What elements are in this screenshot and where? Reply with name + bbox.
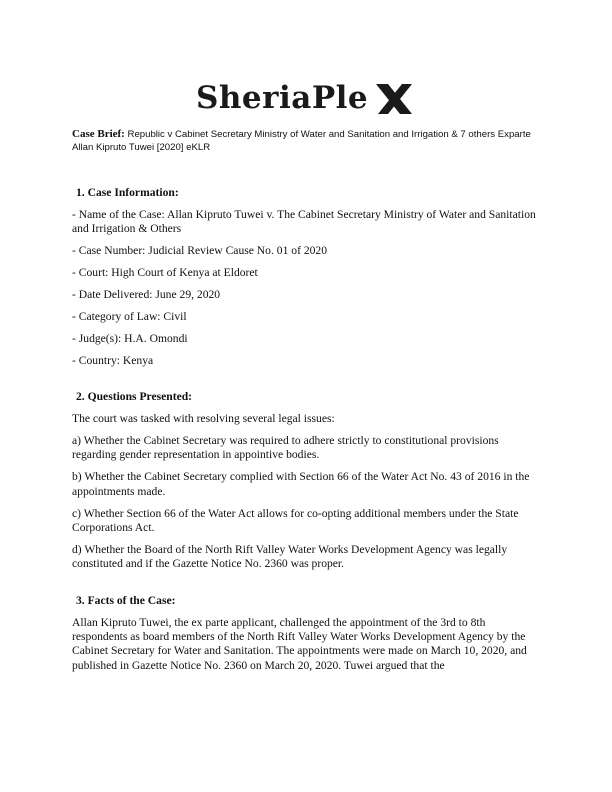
logo-x-mark — [374, 82, 414, 116]
case-brief — [72, 128, 552, 154]
section-questions-presented — [72, 390, 542, 572]
case-brief-title: Republic v Cabinet Secretary Ministry of Water and Sanitation and Irrigation & 7 others Exparte Allan Kipruto Tuwei [2020] eKLR — [72, 129, 531, 153]
paragraph: d) Whether the Board of the North Rift Valley Water Works Development Agency was legally constituted and if the Gazette Notice No. 2360 was proper. — [72, 542, 508, 571]
document-body — [72, 186, 542, 695]
section-heading: 2. Questions Presented: — [76, 390, 193, 404]
paragraph: - Date Delivered: June 29, 2020 — [72, 288, 221, 302]
logo-wordmark: SheriaPle — [196, 80, 369, 116]
case-brief-label: Case Brief: — [72, 128, 125, 140]
sheriaplex-logo — [196, 78, 426, 118]
section-heading: 1. Case Information: — [76, 186, 179, 199]
section-facts-of-the-case — [72, 594, 542, 674]
paragraph: b) Whether the Cabinet Secretary complied with Section 66 of the Water Act No. 43 of 2016 in the appointments made. — [72, 470, 530, 498]
paragraph: - Case Number: Judicial Review Cause No. 01 of 2020 — [72, 244, 328, 258]
paragraph: - Judge(s): H.A. Omondi — [72, 331, 188, 345]
paragraph: - Country: Kenya — [72, 353, 154, 367]
paragraph: - Name of the Case: Allan Kipruto Tuwei v. The Cabinet Secretary Ministry of Water and Sanitation and Irrigation & Others — [72, 207, 536, 236]
section-heading: 3. Facts of the Case: — [76, 593, 176, 607]
paragraph: The court was tasked with resolving several legal issues: — [72, 412, 335, 426]
paragraph: c) Whether Section 66 of the Water Act allows for co-opting additional members under the State Corporations Act. — [72, 506, 519, 534]
paragraph: - Category of Law: Civil — [72, 309, 187, 323]
section-case-information — [72, 186, 542, 368]
paragraph: Allan Kipruto Tuwei, the ex parte applicant, challenged the appointment of the 3rd to 8th respondents as board members of the North Rift Valley Water Works Development Agency by the Cabinet Secretary for Water and Sanitation. The appointments were made on March 10, 2020, and published in Gazette Notice No. 2360 on March 20, 2020. Tuwei argued that the — [72, 615, 527, 672]
paragraph: a) Whether the Cabinet Secretary was required to adhere strictly to constitutional provisions regarding gender representation in appointive bodies. — [72, 433, 499, 462]
paragraph: - Court: High Court of Kenya at Eldoret — [72, 266, 258, 280]
